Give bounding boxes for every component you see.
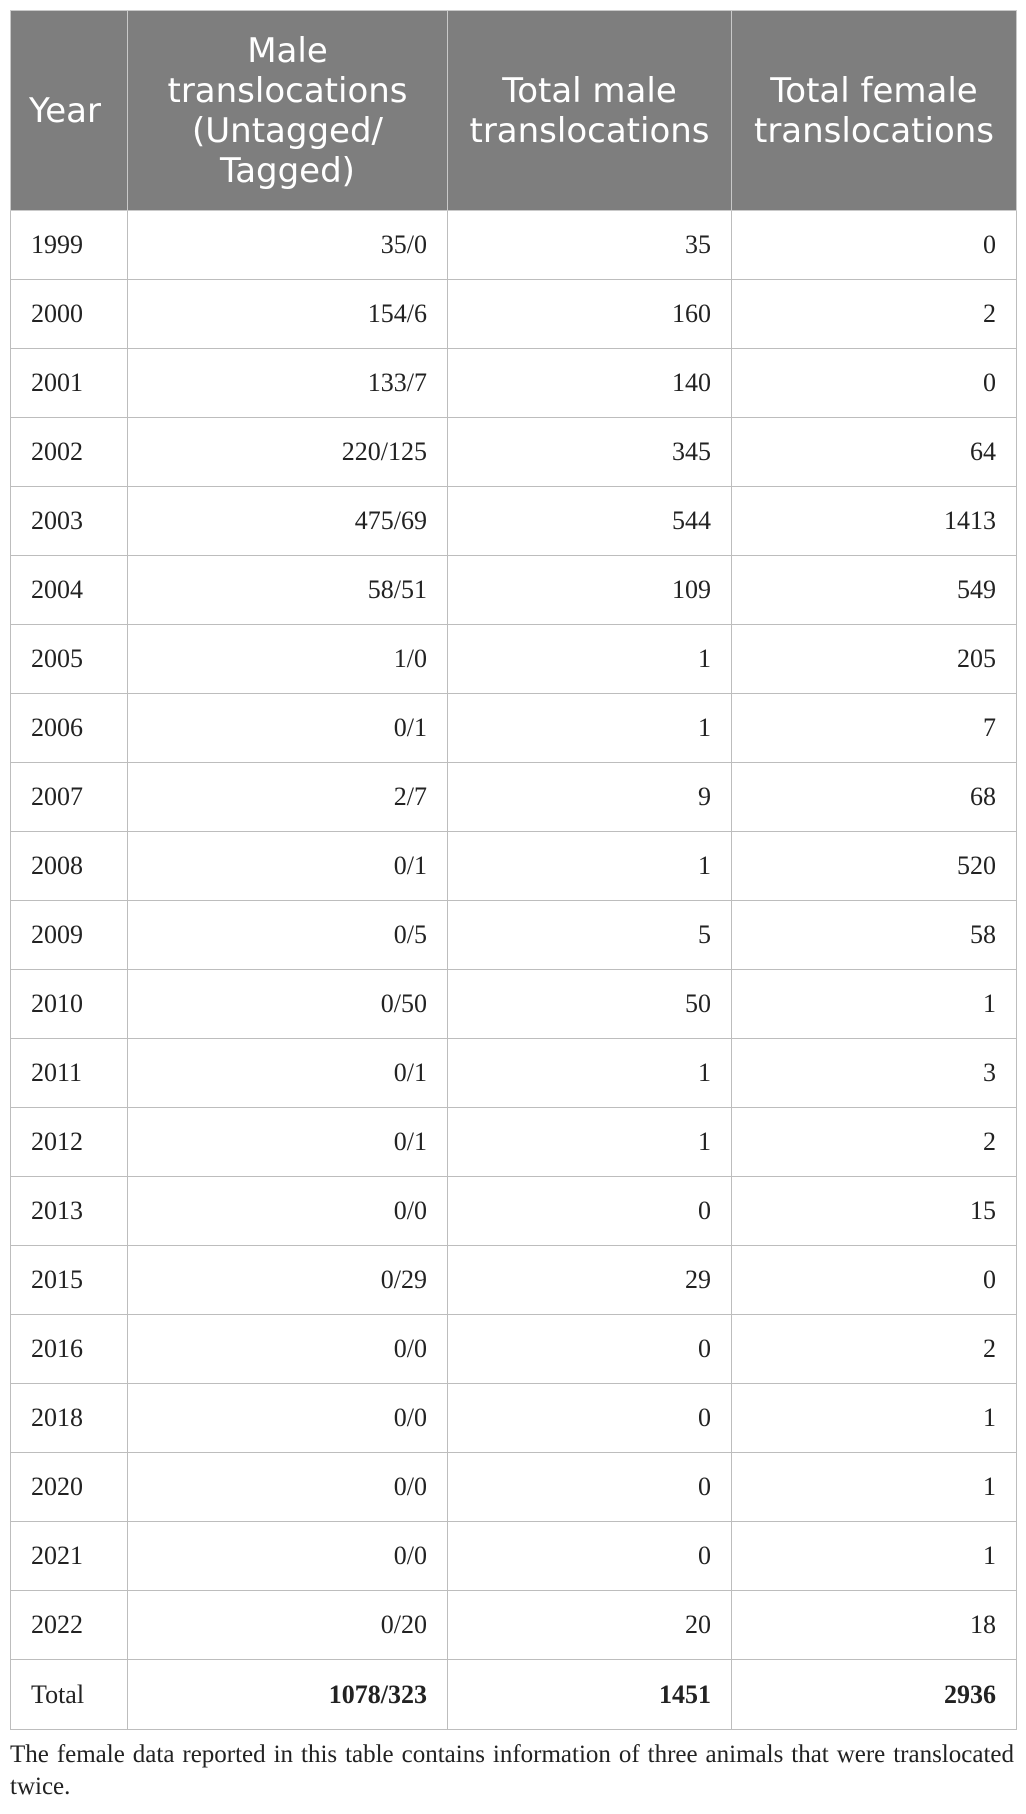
male-untagged-tagged-cell: 0/5	[128, 901, 448, 970]
male-untagged-tagged-cell: 0/29	[128, 1246, 448, 1315]
total-female-cell: 2	[732, 280, 1017, 349]
year-cell: 2011	[11, 1039, 128, 1108]
male-untagged-tagged-cell: 475/69	[128, 487, 448, 556]
total-male-cell: 0	[448, 1177, 732, 1246]
total-male-cell: 109	[448, 556, 732, 625]
year-cell: 2013	[11, 1177, 128, 1246]
total-female-cell: 1413	[732, 487, 1017, 556]
total-female-cell: 0	[732, 349, 1017, 418]
total-female-cell: 2	[732, 1108, 1017, 1177]
male-untagged-tagged-cell: 0/0	[128, 1177, 448, 1246]
table-row	[11, 1384, 1017, 1453]
year-cell: 2022	[11, 1591, 128, 1660]
year-cell: 2015	[11, 1246, 128, 1315]
male-untagged-tagged-cell: 35/0	[128, 211, 448, 280]
table-row	[11, 1039, 1017, 1108]
total-male-cell: 1	[448, 694, 732, 763]
table-row	[11, 556, 1017, 625]
total-male-cell: 160	[448, 280, 732, 349]
year-cell: 2020	[11, 1453, 128, 1522]
total-female-cell: 15	[732, 1177, 1017, 1246]
table-container	[10, 10, 1016, 1803]
total-male-cell: 345	[448, 418, 732, 487]
male-untagged-tagged-cell: 133/7	[128, 349, 448, 418]
total-female-cell: 0	[732, 211, 1017, 280]
total-male-cell: 29	[448, 1246, 732, 1315]
table-row	[11, 1108, 1017, 1177]
table-row	[11, 1315, 1017, 1384]
year-cell: 2008	[11, 832, 128, 901]
header-total-female: Total female translocations	[732, 11, 1017, 211]
table-row	[11, 1246, 1017, 1315]
year-cell: 2010	[11, 970, 128, 1039]
table-row	[11, 1453, 1017, 1522]
table-row	[11, 1177, 1017, 1246]
year-cell: 2021	[11, 1522, 128, 1591]
total-male-cell: 1	[448, 832, 732, 901]
total-female-cell: 68	[732, 763, 1017, 832]
total-male-cell: 35	[448, 211, 732, 280]
total-female-cell: 1	[732, 1453, 1017, 1522]
total-female-cell: 7	[732, 694, 1017, 763]
male-untagged-tagged-cell: 58/51	[128, 556, 448, 625]
translocations-table	[10, 10, 1017, 1730]
total-male-cell: 0	[448, 1453, 732, 1522]
male-untagged-tagged-cell: 154/6	[128, 280, 448, 349]
year-cell: 1999	[11, 211, 128, 280]
year-cell: 2003	[11, 487, 128, 556]
male-untagged-tagged-cell: 0/1	[128, 832, 448, 901]
year-cell: 2004	[11, 556, 128, 625]
total-male-cell: 1	[448, 1039, 732, 1108]
table-row	[11, 625, 1017, 694]
total-female-cell: 205	[732, 625, 1017, 694]
total-male-cell: 50	[448, 970, 732, 1039]
total-female-cell: 64	[732, 418, 1017, 487]
table-header	[11, 11, 1017, 211]
year-cell: 2002	[11, 418, 128, 487]
table-row	[11, 970, 1017, 1039]
total-male-cell: 544	[448, 487, 732, 556]
total-female-sum: 2936	[732, 1660, 1017, 1730]
total-female-cell: 520	[732, 832, 1017, 901]
table-footnote: The female data reported in this table contains information of three animals that were translocated twice.	[10, 1741, 1014, 1800]
year-cell: 2016	[11, 1315, 128, 1384]
total-male-cell: 0	[448, 1315, 732, 1384]
year-cell: 2018	[11, 1384, 128, 1453]
year-cell: 2006	[11, 694, 128, 763]
year-cell: 2012	[11, 1108, 128, 1177]
total-female-cell: 0	[732, 1246, 1017, 1315]
table-row	[11, 211, 1017, 280]
total-female-cell: 549	[732, 556, 1017, 625]
year-cell: 2001	[11, 349, 128, 418]
total-female-cell: 58	[732, 901, 1017, 970]
table-row	[11, 1591, 1017, 1660]
year-cell: 2009	[11, 901, 128, 970]
total-male-cell: 140	[448, 349, 732, 418]
male-untagged-tagged-cell: 0/1	[128, 1108, 448, 1177]
male-untagged-tagged-cell: 2/7	[128, 763, 448, 832]
male-untagged-tagged-cell: 0/0	[128, 1315, 448, 1384]
year-cell: 2007	[11, 763, 128, 832]
total-male-cell: 20	[448, 1591, 732, 1660]
table-row	[11, 832, 1017, 901]
header-year: Year	[11, 11, 128, 211]
male-untagged-tagged-cell: 220/125	[128, 418, 448, 487]
male-untagged-tagged-cell: 1/0	[128, 625, 448, 694]
table-body	[11, 211, 1017, 1730]
table-row	[11, 1522, 1017, 1591]
table-row	[11, 763, 1017, 832]
male-untagged-tagged-cell: 0/0	[128, 1453, 448, 1522]
male-untagged-tagged-cell: 0/1	[128, 1039, 448, 1108]
total-male-cell: 1	[448, 1108, 732, 1177]
total-male-sum: 1451	[448, 1660, 732, 1730]
male-untagged-tagged-cell: 0/0	[128, 1384, 448, 1453]
total-row	[11, 1660, 1017, 1730]
table-row	[11, 280, 1017, 349]
year-cell: 2005	[11, 625, 128, 694]
header-male-translocations: Male translocations (Untagged/ Tagged)	[128, 11, 448, 211]
total-label: Total	[11, 1660, 128, 1730]
total-female-cell: 2	[732, 1315, 1017, 1384]
total-male-cell: 5	[448, 901, 732, 970]
male-untagged-tagged-cell: 0/20	[128, 1591, 448, 1660]
table-row	[11, 349, 1017, 418]
total-male-cell: 9	[448, 763, 732, 832]
total-male-cell: 0	[448, 1384, 732, 1453]
total-male-cell: 0	[448, 1522, 732, 1591]
table-row	[11, 694, 1017, 763]
table-row	[11, 901, 1017, 970]
male-untagged-tagged-cell: 0/1	[128, 694, 448, 763]
total-female-cell: 1	[732, 970, 1017, 1039]
total-female-cell: 18	[732, 1591, 1017, 1660]
male-untagged-tagged-cell: 0/0	[128, 1522, 448, 1591]
header-total-male: Total male translocations	[448, 11, 732, 211]
table-row	[11, 487, 1017, 556]
total-male-cell: 1	[448, 625, 732, 694]
total-female-cell: 3	[732, 1039, 1017, 1108]
total-female-cell: 1	[732, 1522, 1017, 1591]
header-row	[11, 11, 1017, 211]
male-untagged-tagged-cell: 0/50	[128, 970, 448, 1039]
total-female-cell: 1	[732, 1384, 1017, 1453]
table-row	[11, 418, 1017, 487]
year-cell: 2000	[11, 280, 128, 349]
total-male-untagged-tagged: 1078/323	[128, 1660, 448, 1730]
